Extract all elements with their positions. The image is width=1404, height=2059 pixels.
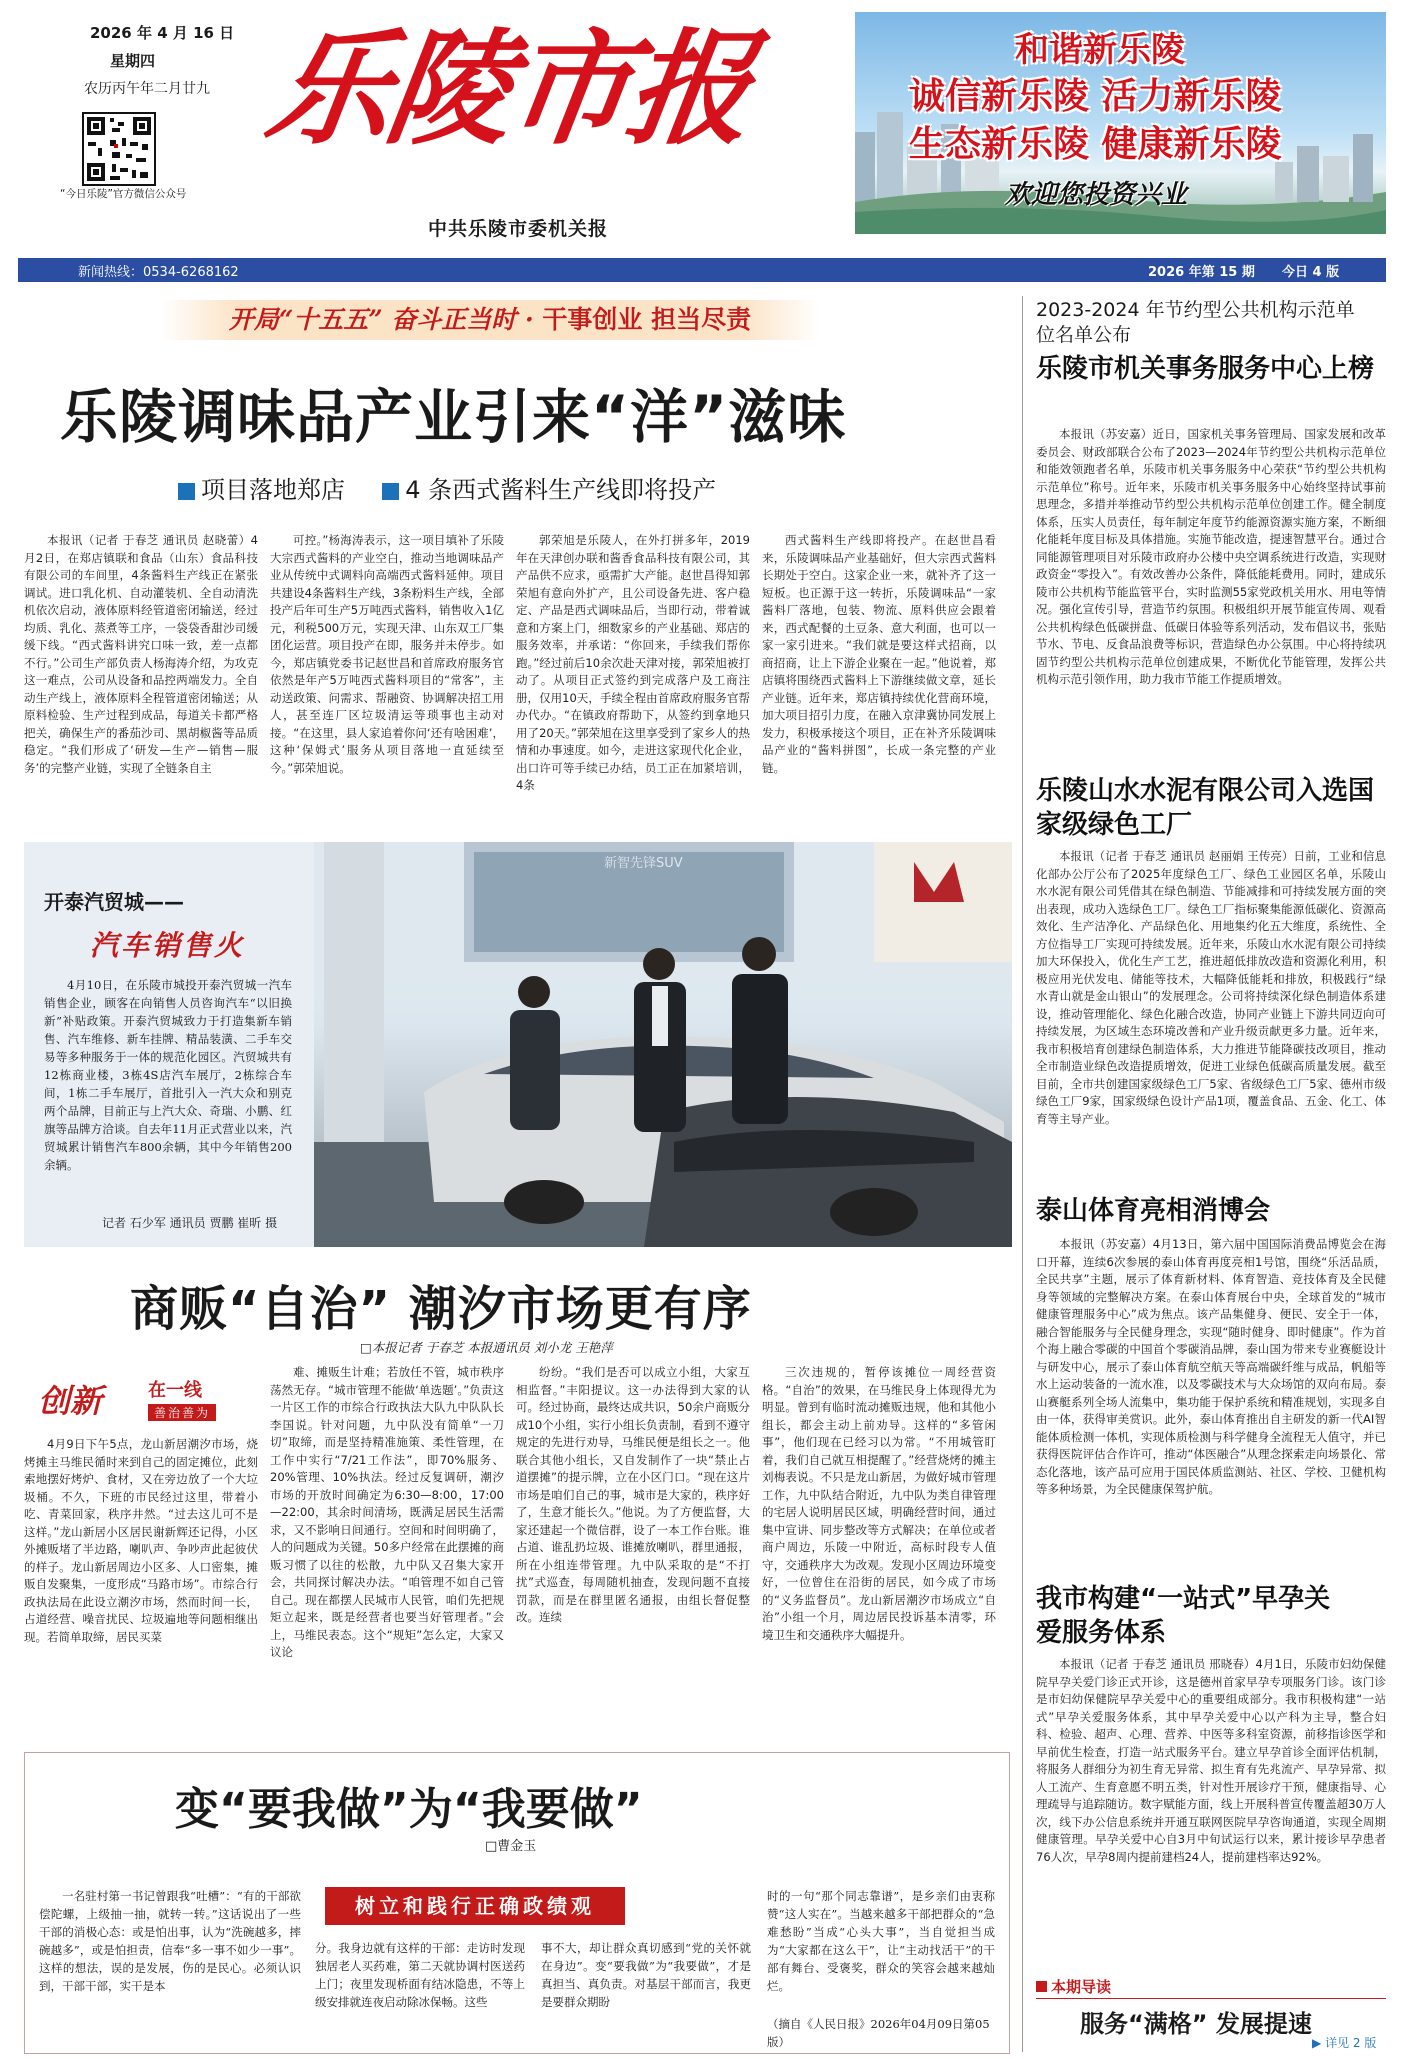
sidebar bbox=[1036, 296, 1386, 2052]
photo-feature bbox=[24, 842, 1012, 1247]
commentary-column-4: 时的一句“那个同志靠谱”，是乡亲们由衷称赞“这人实在”。当越来越多干部把群众的“急难愁盼”当成“心头大事”，当自觉担当成为“大家都在这么干”，让“主动找活干”的干部有舞台、受褒奖，群众的笑容会越来越灿烂。 bbox=[767, 1889, 995, 1993]
sidebar-story-1-title: 乐陵市机关事务服务中心上榜 bbox=[1036, 354, 1375, 384]
sidebar-story-1-kicker: 2023-2024 年节约型公共机构示范单位名单公布 bbox=[1036, 299, 1355, 346]
guide-rule bbox=[1036, 1998, 1386, 1999]
sidebar-story-3-text: 本报讯（苏安嘉）4月13日，第六届中国国际消费品博览会在海口开幕，连续6次参展的泰山体育再度亮相1号馆，围绕“乐活品质，全民共享”主题，展示了体育新材料、体育智造、竞技体育及全民健身等领域的完整解决方案。在泰山体育展台中央，全球首发的“城市健康管理服务中心”成为焦点。该产品集健身、便民、安全于一体，融合智能服务与全民健身理念，实现“随时健身、即时健康”。作为首个海上融合零碳的中国首个零碳消品牌，泰山国为带来专业赛艇设计与研发中心，展示了泰山体育航空航天等高端碳纤维与成品，帆船等水上运动装备的一流水准，以及零碳技术与大众场馆的双向布局。泰山赛艇系列全场人流集中，集功能于保护系统和精准规划，实现多自由一体，获得审美赏识。此外，泰山体育推出自主研发的新一代AI智能体质检测一体机，实现体质检测与科学健身全流程无人值守，并已获得医院评估合作许可，推动“体医融合”从理念探索走向场景化、常态化落地，该产品可应用于国民体质监测站、社区、学校、卫健机构等多种场景，为全民健康保驾护航。 bbox=[1036, 1237, 1386, 1496]
issue-date: 2026 年 4 月 16 日 bbox=[90, 24, 235, 42]
market-headline: 商贩“自治” 潮汐市场更有序 bbox=[130, 1281, 752, 1337]
commentary-column-2: 分。我身边就有这样的干部：走访时发现独居老人买药难，第二天就协调村医送药上门；夜里发现桥面有结冰隐患，不等上级安排就连夜启动除冰保畅。这些 bbox=[315, 1941, 525, 2009]
lead-column-2: 可控。”杨海涛表示，这一项目填补了乐陵大宗西式酱料的产业空白，推动当地调味品产业从传统中式调料向高端西式酱料延伸。项目共建设4条酱料生产线，3条粉料生产线，全部投产后年可生产5万吨西式酱料，销售收入1亿元，利税500万元，实现天津、山东双工厂集团化运营。项目投产在即，服务并未停步。如今，郑店镇党委书记赵世昌和首席政府服务官依然是年产5万吨西式酱料项目的“常客”，主动送政策、问需求、帮融资、协调解决招工用人，甚至连厂区垃圾清运等琐事也主动对接。“在这里，县人家追着你问‘还有啥困难’，这种‘保姆式’服务从项目落地一直延续至今。”郭荣旭说。 bbox=[270, 533, 504, 775]
car-showroom-photo bbox=[314, 842, 1012, 1247]
bullet-square-icon bbox=[382, 483, 399, 500]
market-column-1: 4月9日下午5点，龙山新居潮汐市场，烧烤摊主马维民循时来到自己的固定摊位，此刻索地摆好烤炉、食材，又在旁边放了一个大垃圾桶。不久，下班的市民经过这里，带着小吃、青菜回家，秩序井然。“过去这儿可不是这样。”龙山新居小区居民谢新辉还记得，小区外摊贩堵了半边路，喇叭声、争吵声此起彼伏的样子。龙山新居周边小区多、人口密集，摊贩自发聚集，一度形成“马路市场”。市综合行政执法局在此设立潮汐市场，然而时间一长，占道经营、噪音扰民、垃圾遍地等问题相继出现。若简单取缔，居民买菜 bbox=[24, 1437, 258, 1644]
badge-innovation: 创新 bbox=[38, 1382, 103, 1420]
lead-column-4: 西式酱料生产线即将投产。在赵世昌看来，乐陵调味品产业基础好，但大宗西式酱料长期处于空白。这家企业一来，就补齐了这一短板。也正源于这一转折，乐陵调味品“一家酱料厂落地，包装、物流、原料供应会跟着来，西式配餐的土豆条、意大利面，也可以一家一家引进来。“我们就是要这样式招商，以商招商，让上下游企业聚在一起。”他说着，郑店镇将围绕西式酱料上下游继续做文章，延长产业链。近年来，郑店镇持续优化营商环境，加大项目招引力度，在融入京津冀协同发展上发力，积极承接这个项目，正在补齐乐陵调味品产业的“酱料拼图”，长成一条完整的产业链。 bbox=[762, 533, 996, 775]
page-count: 今日 4 版 bbox=[1282, 265, 1340, 280]
lead-subheadline bbox=[178, 470, 716, 505]
market-column-2: 难、摊贩生计难；若放任不管，城市秩序荡然无存。“城市管理不能做‘单选题’。”负责这一片区工作的市综合行政执法大队九中队队长李国说。针对问题，九中队没有简单“一刀切”取缔，而是坚持精准施策、柔性管理，在工作中实行“7/21工作法”，即70%服务、20%管理、10%执法。经过反复调研，潮汐市场的开放时间确定为6:30—8:00，17:00—22:00，其余时间清场，既满足居民生活需求，又不影响日间通行。空间和时间明确了，人的问题成为关键。50多户经常在此摆摊的商贩习惯了以往的松散，九中队又召集大家开会，共同探讨解决办法。“咱管理不如自己管自己。现在都摆人民城市人民管，咱们先把规矩立起来，既是经营者也要当好管理者。”会上，马维民表态。这个“规矩”怎么定，大家又议论 bbox=[270, 1365, 504, 1659]
badge-frontline: 在一线 bbox=[148, 1380, 202, 1401]
issue-guide-label: 本期导读 bbox=[1036, 1976, 1111, 1997]
issue-guide-title[interactable]: 服务“满格” 发展提速 bbox=[1080, 2010, 1312, 2038]
innovation-badge bbox=[30, 1376, 250, 1426]
masthead bbox=[0, 0, 1404, 258]
commentary-column-3: 事不大，却让群众真切感到“党的关怀就在身边”。变“要我做”为“我要做”，才是真担当、真负责。对基层干部而言，我更是要群众期盼 bbox=[541, 1941, 751, 2009]
promo-line-4: 欢迎您投资兴业 bbox=[1005, 180, 1188, 210]
guide-square-icon bbox=[1036, 1981, 1047, 1992]
lead-column-3: 郭荣旭是乐陵人，在外打拼多年，2019年在天津创办联和酱香食品科技有限公司，其产品供不应求，亟需扩大产能。赵世昌得知郭荣旭有意向外扩产，且公司设备先进、客户稳定、产品是西式调味品后，当即行动，带着诚意和方案上门，细数家乡的产业基础、郑店的服务效率，并承诺：“你回来，手续我们帮你跑。”经过前后10余次赴天津对接，郭荣旭被打动了。从项目正式签约到完成落户及工商注册，仅用10天，手续全程由首席政府服务官帮办代办。“在镇政府帮助下，从签约到拿地只用了20天。”郭荣旭在这里享受到了家乡人的热情和办事速度。如今，走进这家现代化企业，出口许可等手续已办结，员工正在加紧培训，4条 bbox=[516, 533, 750, 792]
issue-guide bbox=[1036, 1976, 1386, 2048]
weekday: 星期四 bbox=[110, 52, 156, 70]
promo-line-3: 生态新乐陵 健康新乐陵 bbox=[909, 123, 1282, 165]
photo-credit: 记者 石少军 通讯员 贾鹏 崔昕 摄 bbox=[102, 1216, 278, 1230]
campaign-text-1: 开局“十五五” 奋斗正当时 · bbox=[228, 305, 543, 334]
lead-sub-2: 4 条西式酱料生产线即将投产 bbox=[405, 476, 717, 504]
photo-caption-title: 汽车销售火 bbox=[90, 929, 246, 962]
lunar-date: 农历丙午年二月廿九 bbox=[84, 81, 210, 97]
sidebar-story-4-title: 我市构建“一站式”早孕关爱服务体系 bbox=[1036, 1584, 1331, 1648]
issue-guide-link[interactable]: ▶ 详见 2 版 bbox=[1312, 2036, 1377, 2050]
sidebar-story-4-text: 本报讯（记者 于春芝 通讯员 邢晓春）4月1日，乐陵市妇幼保健院早孕关爱门诊正式开诊，这是德州首家早孕专项服务门诊。该门诊是市妇幼保健院早孕关爱中心的重要组成部分。我市积极构建“一站式”早孕关爱服务体系，其中早孕关爱中心以产科为主导，整合妇科、检验、超声、心理、营养、中医等多科室资源，前移指诊医学和早前优生检查，打造一站式服务平台。建立早孕首诊全面评估机制，将服务人群细分为初生育无异常、拟生育有先兆流产、早孕异常、拟人工流产、生育意愿不明五类，针对性开展诊疗干预，健康指导、心理疏导与追踪随访。数字赋能方面，线上开展科普宣传覆盖超30万人次，线下办公信息系统并开通互联网医院早孕咨询通道，实现全周期健康管理。早孕关爱中心自3月中旬试运行以来，累计接诊早孕患者76人次，早孕8周内提前建档24人，提前建档率达92%。 bbox=[1036, 1657, 1386, 1864]
sidebar-story-3-title: 泰山体育亮相消博会 bbox=[1036, 1196, 1271, 1226]
lead-sub-1: 项目落地郑店 bbox=[201, 476, 345, 504]
market-column-3: 纷纷。“我们是否可以成立小组，大家互相监督。”丰阳提议。这一办法得到大家的认可。经过协商，最终达成共识，50余户商贩分成10个小组，实行小组长负责制，看到不遵守规定的先进行劝导，马维民便是组长之一。他联合其他小组长，又自发制作了一块“禁止占道摆摊”的提示牌，立在小区门口。“现在这片市场是咱们自己的事，城市是大家的，秩序好了，生意才能长久。”他说。为了方便监督，大家还建起一个微信群，设了一本工作台账。谁占道、谁乱扔垃圾、谁摊放喇叭，群里通报，所在小组连带管理。九中队采取的是“不打扰”式巡查，每周随机抽查，发现问题不直接罚款，而是在群里匿名通报，由组长督促整改。连续 bbox=[516, 1365, 750, 1624]
bullet-square-icon bbox=[178, 483, 195, 500]
sidebar-story-2-text: 本报讯（记者 于春芝 通讯员 赵丽娟 王传亮）日前，工业和信息化部办公厅公布了2025年度绿色工厂、绿色工业园区名单，乐陵山水水泥有限公司凭借其在绿色制造、节能减排和可持续发展方面的突出表现，成功入选绿色工厂。绿色工厂指标聚集能源低碳化、资源高效化、生产洁净化、产品绿色化、用地集约化五大维度，系统性、全方位指导工厂实现可持续发展。近年来，乐陵山水水泥有限公司持续加大环保投入，优化生产工艺，推进超低排放改造和资源化利用，积极应用光伏发电、储能等技术，大幅降低能耗和排放，积极践行“绿水青山就是金山银山”的发展理念。公司将持续深化绿色制造体系建设，推动管理能化、绿色化融合改造，协同产业链上下游共同迈向可持续发展，为区域生态环境改善和产业升级贡献更多力量。近年来，我市积极培育创建绿色制造体系，大力推进节能降碳技改项目，推动全市制造业绿色改造提质增效，促进工业绿色低碳高质量发展。截至目前，全市共创建国家级绿色工厂5家、省级绿色工厂5家、德州市级绿色工厂9家，国家级绿色设计产品1项，覆盖食品、五金、化工、体育等主导产业。 bbox=[1036, 849, 1386, 1126]
city-promo-banner bbox=[855, 12, 1386, 234]
info-bar bbox=[18, 258, 1386, 282]
sidebar-story-1-text: 本报讯（苏安嘉）近日，国家机关事务管理局、国家发展和改革委员会、财政部联合公布了2023—2024年节约型公共机构示范单位和能效领跑者名单，乐陵市机关事务服务中心荣获“节约型公共机构示范单位”称号。近年来，乐陵市机关事务服务中心始终坚持试事前思理念，多措并举推动节约型公共机构示范单位创建工作。健全制度体系，压实人员责任，每年制定年度节约能源资源实施方案，不断细化能耗年度目标及具体措施。实施节能改造，提速智慧平台。通过合同能源管理项目对乐陵市政府办公楼中央空调系统进行改造，实现财政资金“零投入”。有效改善办公条件，降低能耗费用。同时，建成乐陵市公共机构节能监管平台，实时监测55家党政机关用水、用电等情况。强化宣传引导，营造节约氛围。积极组织开展节能宣传周、观看公共机构绿色低碳拼盘、低碳日体验等系列活动，发布倡议书，张贴节水、节电、反食品浪费等标识，营造绿色办公氛围。中心将持续巩固节约型公共机构示范单位创建成果，不断优化节能管理，发挥公共机构示范引领作用，助力我市节能工作提质增效。 bbox=[1036, 427, 1386, 686]
commentary-box bbox=[24, 1752, 1010, 2054]
photo-caption-box bbox=[24, 842, 314, 1247]
news-hotline: 新闻热线：0534-6268162 bbox=[78, 265, 239, 280]
lead-headline: 乐陵调味品产业引来“洋”滋味 bbox=[60, 383, 847, 451]
lead-column-1: 本报讯（记者 于春芝 通讯员 赵晓蕾）4月2日，在郑店镇联和食品（山东）食品科技有限公司的车间里，4条酱料生产线正在紧张调试。进口乳化机、自动灌装机、全自动清洗机依次启动，液体原料经管道密闭输送，经过均质、乳化、蒸煮等工序，一袋袋香甜沙司缓缓下线。“西式酱料讲究口味一致，差一点都不行。”公司生产部负责人杨海涛介绍，为攻克这一难点，公司从设备和品控两端发力。全自动生产线上，液体原料全程管道密闭输送；从原料检验、生产过程到成品，每道关卡都严格把关，确保生产的番茄沙司、黑胡椒酱等品质稳定。“我们形成了‘研发—生产—销售—服务’的完整产业链，实现了全链条自主 bbox=[24, 533, 258, 775]
sidebar-story-2-title: 乐陵山水水泥有限公司入选国家级绿色工厂 bbox=[1036, 776, 1375, 840]
commentary-banner: 树立和践行正确政绩观 bbox=[325, 1887, 625, 1925]
promo-line-1: 和谐新乐陵 bbox=[1015, 30, 1185, 70]
commentary-headline: 变“要我做”为“我要做” bbox=[175, 1784, 643, 1835]
promo-line-2: 诚信新乐陵 活力新乐陵 bbox=[909, 75, 1282, 117]
badge-governance: 善治善为 bbox=[148, 1404, 216, 1421]
car-showroom-illustration bbox=[314, 842, 1012, 1247]
car-model-sign: 新智先锋SUV bbox=[604, 856, 683, 871]
commentary-source: （摘自《人民日报》2026年04月09日第05版） bbox=[767, 2017, 990, 2049]
commentary-column-1: 一名驻村第一书记曾跟我“吐槽”：“有的干部欲偿陀螺，上级抽一抽，就转一转。”这话说出了一些干部的消极心态：或是怕出事，认为“洗碗越多，摔碗越多”，或是怕担责，信奉“多一事不如少一事”。这样的想法，误的是发展，伤的是民心。必须认识到，干部干部，实干是本 bbox=[39, 1889, 301, 1993]
market-byline: □本报记者 于春芝 本报通讯员 刘小龙 王艳萍 bbox=[360, 1340, 613, 1355]
photo-caption-text: 4月10日，在乐陵市城投开泰汽贸城一汽车销售企业，顾客在向销售人员咨询汽车“以旧换新”补贴政策。开泰汽贸城致力于打造集新车销售、汽车维修、新车挂牌、精品装潢、二手车交易等多种服务于一体的规范化园区。汽贸城共有12栋商业楼，3栋4S店汽车展厅，2栋综合车间，1栋二手车展厅，首批引入一汽大众和别克两个品牌，目前正与上汽大众、奇瑞、小鹏、红旗等品牌方洽谈。自去年11月正式营业以来，汽贸城累计销售汽车800余辆，其中今年销售200余辆。 bbox=[44, 978, 292, 1172]
wechat-qr-code bbox=[82, 112, 156, 186]
wechat-caption: “今日乐陵”官方微信公众号 bbox=[60, 188, 187, 200]
column-divider bbox=[1022, 296, 1023, 2052]
photo-caption-kicker: 开泰汽贸城—— bbox=[44, 890, 184, 914]
arrow-right-icon: ▶ bbox=[1312, 2036, 1322, 2050]
commentary-byline: □曹金玉 bbox=[485, 1839, 537, 1854]
campaign-banner bbox=[160, 300, 820, 340]
market-column-4: 三次违规的，暂停该摊位一周经营资格。“自治”的效果，在马维民身上体现得尤为明显。曾到有临时流动摊贩违规，他和其他小组长，都会主动上前劝导。这样的“多管闲事”，他们现在已经习以为常。“不用城管盯着，我们自己就互相提醒了。”经营烧烤的摊主刘梅表说。不只是龙山新居，为做好城市管理工作，九中队结合附近，九中队为类自律管理的宅居人说明居民区域，明确经营时间，通过集中宣讲、同步整改等方式解决；在单位或者商户周边，乐陵一中附近，高标时段专人值守，交通秩序大为改观。发现小区周边环境变好，一位曾住在沿街的居民，如今成了市场的“义务监督员”。龙山新居潮汐市场成立“自治”小组一个月，周边居民投诉基本清零，环境卫生和交通秩序大幅提升。 bbox=[762, 1365, 996, 1642]
newspaper-title: 乐陵市报 bbox=[257, 17, 759, 162]
campaign-text-2: 干事创业 担当尽责 bbox=[542, 305, 752, 334]
newspaper-subtitle: 中共乐陵市委机关报 bbox=[428, 218, 609, 240]
issue-number: 2026 年第 15 期 bbox=[1148, 265, 1255, 280]
